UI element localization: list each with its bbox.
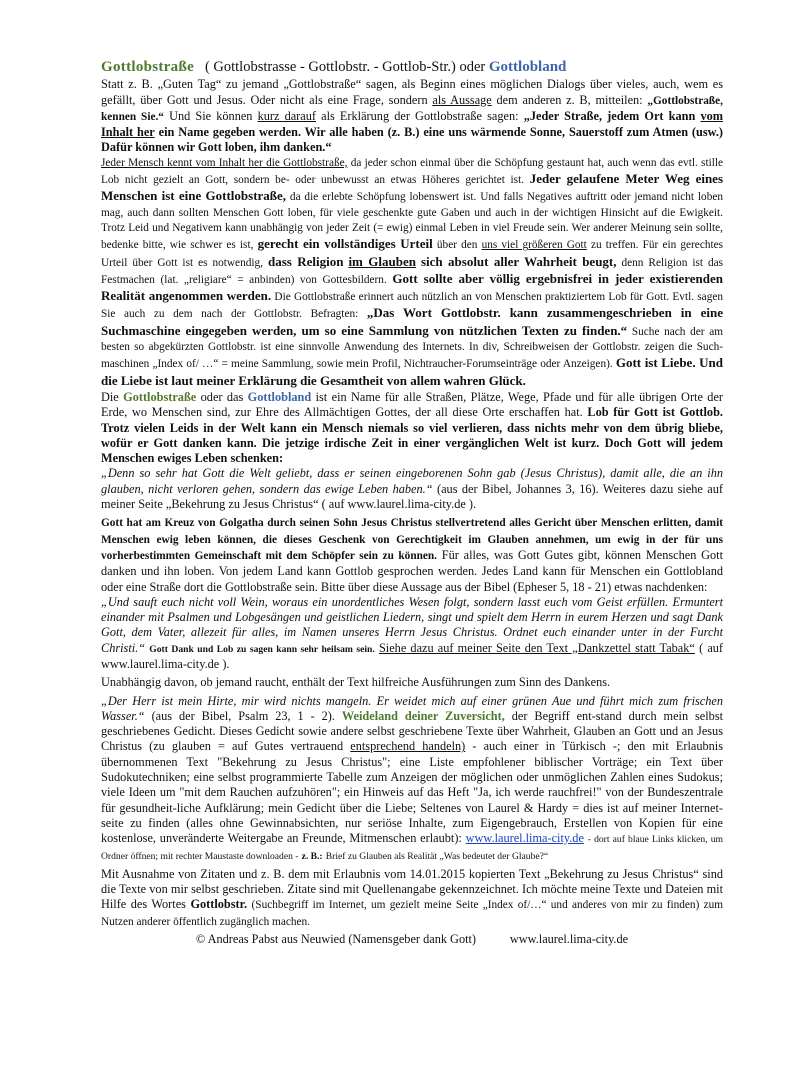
bold-text: Lob für Gott ist Gottlob. Trotz vielen Leids in der Welt kann ein Mensch niemals so viel verlieren, dass nichts mehr von dem übrig bliebe, wofür er Gott danken kann. Die jetzige irdische Zeit in einer vergänglichen Welt ist kurz. Doch Gott will jedem Menschen ewiges Leben schenken:: [101, 405, 723, 466]
text: Statt z. B. „Guten Tag“ zu jemand „Gottlobstraße“ sagen, als Beginn eines möglichen Dialogs über vieles, auch, wem es gefällt, über Gott und Jesus. Oder nicht als eine Frage, sondern: [101, 77, 723, 107]
website-link[interactable]: www.laurel.lima-city.de: [465, 831, 584, 846]
text: Die Gottlobstraße erinnert auch nützlich an von Menschen praktiziertem Lob für Gott. Evtl. sagen Sie auch zu dem nach der Gottlobstr. Befragten:: [101, 291, 724, 321]
bible-quote: „Und sauft euch nicht voll Wein, woraus ein unordentliches Wesen folgt, sondern lasst euch vom Geist erfüllen. Ermuntert einander mit Psalmen und Lobgesängen und geistlichen Liedern, singt und spielt dem Herrn in eurem Herzen und sagt Dank Gott, dem Vater, allezeit für alles, im Namen unseres Herrn Jesus Christus. Ordnet euch einander unter in der Furcht Christi.“: [101, 594, 723, 655]
text: als Erklärung der Gottlobstraße sagen:: [321, 108, 519, 123]
bold-text: „Gottlobstraße, kennen Sie.“: [101, 94, 723, 123]
text: da jeder schon einmal über die Schöpfung gestaunt hat, auch wenn das evtl. stille Lob nicht gezielt an Gott, sondern be- oder unbewusst an etwas Höheres gerichtet ist.: [101, 156, 724, 187]
text: der Begriff ent-stand durch mein selbst geschriebenes Gedicht. Dieses Gedicht sowie andere selbst geschriebene Texte über Wahrheit, Glauben an Gott und an Jesus Christus (zu glauben = auf Gutes vertrauend: [101, 708, 724, 754]
bold-text: Gott ist Liebe. Und die Liebe ist laut meiner Erklärung die Gesamtheit von allem wahren Glück.: [101, 355, 723, 388]
bold-text: Gott hat am Kreuz von Golgatha durch seinen Sohn Jesus Christus stellvertretend alles Gericht über Menschen erlitten, damit Menschen ewig leben können, die dieses Geschenk von Gerechtigkeit im Glauben annehmen, um ewig in der für uns vorherbestimmten Gemeinschaft mit dem Schöpfer sein zu können.: [101, 517, 723, 562]
footer-site: www.laurel.lima-city.de: [509, 932, 629, 947]
paragraph-psalm-23: [101, 694, 723, 864]
underlined-text: Jeder Mensch kennt vom Inhalt her die Gottlobstraße,: [101, 156, 348, 169]
paragraph-ephesians: [101, 595, 723, 672]
text: (aus der Bibel, Johannes 3, 16). Weiteres dazu siehe auf meiner Seite „Bekehrung zu Jesus Christus“ ( auf www.laurel.lima-city.de ).: [101, 481, 723, 512]
underlined-text: kurz darauf: [257, 108, 316, 123]
title-variants: ( Gottlobstrasse - Gottlobstr. - Gottlob-Str.) oder: [204, 59, 486, 75]
text: Für alles, was Gott Gutes gibt, können Menschen Gott danken und ihn loben. Von jedem Land kann Gottlob gesprochen werden. Jedes Land kann für Menschen ein Gottlobland oder eine Straße dort die Gottlobstraße sein. Bitte über diese Aussage aus der Bibel (Epheser 5, 18 - 21) etwas nachdenken:: [101, 547, 723, 594]
text: (aus der Bibel, Psalm 23, 1 - 2).: [151, 708, 335, 723]
green-term: Gottlobstraße: [123, 389, 197, 404]
footer: [101, 932, 723, 947]
title-gottlobland: Gottlobland: [488, 59, 567, 75]
paragraph-john-3-16: [101, 466, 723, 512]
document-page: [101, 60, 723, 947]
small-note: Brief zu Glauben als Realität „Was bedeutet der Glaube?“: [325, 850, 549, 862]
bold-text: Jeder gelaufene Meter Weg eines Menschen ist eine Gottlobstraße,: [101, 171, 724, 204]
bold-text: Gott sollte aber völlig ergebnisfrei in jeder existierenden Realität angenommen werden.: [101, 270, 724, 304]
underlined-text: als Aussage: [432, 92, 492, 107]
text: oder das: [200, 389, 244, 404]
paragraph-copyright-notice: [101, 867, 723, 930]
paragraph-smoking: [101, 675, 723, 690]
bold-text: „Jeder Straße, jedem Ort kann: [523, 108, 696, 123]
text: dem anderen z. B, mitteilen:: [496, 92, 643, 107]
paragraph-gottlobstrasse-explained: [101, 156, 723, 390]
text: ist ein Name für alle Straßen, Plätze, Wege, Pfade und für alle übrigen Orte der Erde, wo Menschen sind, zur Ehre des Allmächtigen Gottes, der all diese Orte erschaffen hat.: [101, 389, 723, 420]
text: Mit Ausnahme von Zitaten und z. B. dem mit Erlaubnis vom 14.01.2015 kopierten Text „Bekehrung zu Jesus Christus“ sind die Texte von mir selbst geschrieben. Zitate sind mit Quellenangabe gekennzeichnet. Ich möchte meine Texte und Dateien mit Hilfe des Wortes: [101, 866, 723, 912]
underlined-text: entsprechend handeln): [350, 739, 466, 754]
paragraph-golgatha: [101, 515, 723, 594]
bold-underlined-text: vom Inhalt her: [101, 108, 723, 140]
paragraph-gottlobland: [101, 390, 723, 466]
bold-underlined-text: im Glauben: [348, 253, 416, 269]
text: zu treffen. Für ein gerechtes Urteil über Gott ist es notwendig,: [101, 239, 724, 269]
text: Unabhängig davon, ob jemand raucht, enthält der Text hilfreiche Ausführungen zum Sinn des Dankens.: [101, 675, 611, 690]
bold-text: sich absolut aller Wahrheit beugt,: [420, 253, 617, 269]
footer-author: © Andreas Pabst aus Neuwied (Namensgeber dank Gott): [195, 932, 477, 947]
text: - auch einer in Türkisch -; den mit Erlaubnis übernommenen Text "Bekehrung zu Jesus Christus"; eine Liste empfohlener biblischer Vorträge; ein Text über Sudokutechniken; eine selbst programmierte Tabelle zum Anzeigen der möglichen oder unmöglichen Zahlen eines Sudokus; viele Ideen um "mit dem Rauchen aufzuhören"; ein Hinweis auf das Heft "Ja, ich werde rauchfrei!" von der Bundeszentrale für gesundheit-liche Aufklärung; mein Gedicht über die Liebe; Seltenes von Laurel & Hardy = dies ist auf meiner Internet-seite zu finden (alles ohne Gewinnabsichten, nur seriöse Inhalte, zum Eigengebrauch, Erstellen von Kopien für eine kostenlose, unveränderte Weitergabe an Freunde, Mitmenschen erlaubt):: [101, 739, 723, 846]
bible-quote: „Denn so sehr hat Gott die Welt geliebt, dass er seinen eingeborenen Sohn gab (Jesus Christus), damit alle, die an ihn glauben, nicht verloren gehen, sondern das ewige Leben haben.“: [101, 466, 723, 496]
bold-text: Gott Dank und Lob zu sagen kann sehr heilsam sein.: [149, 643, 375, 655]
text: ( auf www.laurel.lima-city.de ).: [101, 640, 724, 671]
bold-text: Gottlobstr.: [190, 897, 248, 912]
small-bold-note: z. B.:: [301, 850, 323, 862]
bold-text: gerecht ein vollständiges Urteil: [257, 236, 433, 252]
text: Die: [101, 389, 119, 404]
text: (Suchbegriff im Internet, um gezielt meine Seite „Index of/…“ und anderes von mir zu finden) zum Nutzen anderer öffentlich zugänglich machen.: [101, 899, 724, 928]
bible-quote: „Der Herr ist mein Hirte, mir wird nichts mangeln. Er weidet mich auf einer grünen Aue und führt mich zum frischen Wasser.“: [101, 693, 723, 723]
text: über den: [436, 239, 478, 252]
green-term: Weideland deiner Zuversicht,: [341, 708, 505, 723]
text: Und Sie können: [169, 108, 253, 123]
bold-text: ein Name gegeben werden. Wir alle haben (z. B.) eine uns wärmende Sonne, Sauerstoff zum Atmen (usw.) Dafür können wir Gott loben, ihm danken.“: [101, 125, 723, 155]
paragraph-intro: [101, 77, 723, 155]
underlined-text: uns viel größeren Gott: [481, 239, 587, 252]
bold-text: „Das Wort Gottlobstr. kann zusammengeschrieben in eine Suchmaschine eingegeben werden, um so eine Sammlung von nützlichen Texten zu finden.“: [101, 305, 723, 338]
text: Suche nach der am besten so abgekürzten Gottlobstr. ist eine sinnvolle Anwendung des Internets. In div, Schreibweisen der Gottlobstr. zeigen die Such-maschinen „Index of/ …“ = meine Sammlung, sowie mein Profil, Nichtraucher-Forumseinträge oder Anzeigen).: [101, 325, 724, 371]
small-note: - dort auf blaue Links klicken, um Ordner öffnen; mit rechter Maustaste downloaden -: [101, 834, 723, 862]
text: denn Religion ist das Festmachen (lat. „religiare“ = anbinden) von Gottesbildern.: [101, 256, 724, 286]
title-gottlobstrasse: Gottlobstraße: [101, 59, 195, 75]
bold-text: dass Religion: [267, 253, 344, 269]
text: da die erlebte Schöpfung lobenswert ist. Und falls Negatives auftritt oder jemand nicht loben mag, auch dann sollten Menschen Gott loben, für viele geschenkte gute Gaben und auch in der wichtigen Hinsicht auf die Ewigkeit. Trotz Leid und Negativem kann unabhängig von jeder Zeit (= ewig) einmal Leben in viel Freude sein. Wer anderer Meinung sein sollte, bedenke bitte, wie schwer es ist,: [101, 191, 724, 252]
underlined-text: Siehe dazu auf meiner Seite den Text „Dankzettel statt Tabak“: [378, 640, 695, 655]
document-title: [101, 60, 723, 75]
blue-term: Gottlobland: [247, 389, 312, 404]
